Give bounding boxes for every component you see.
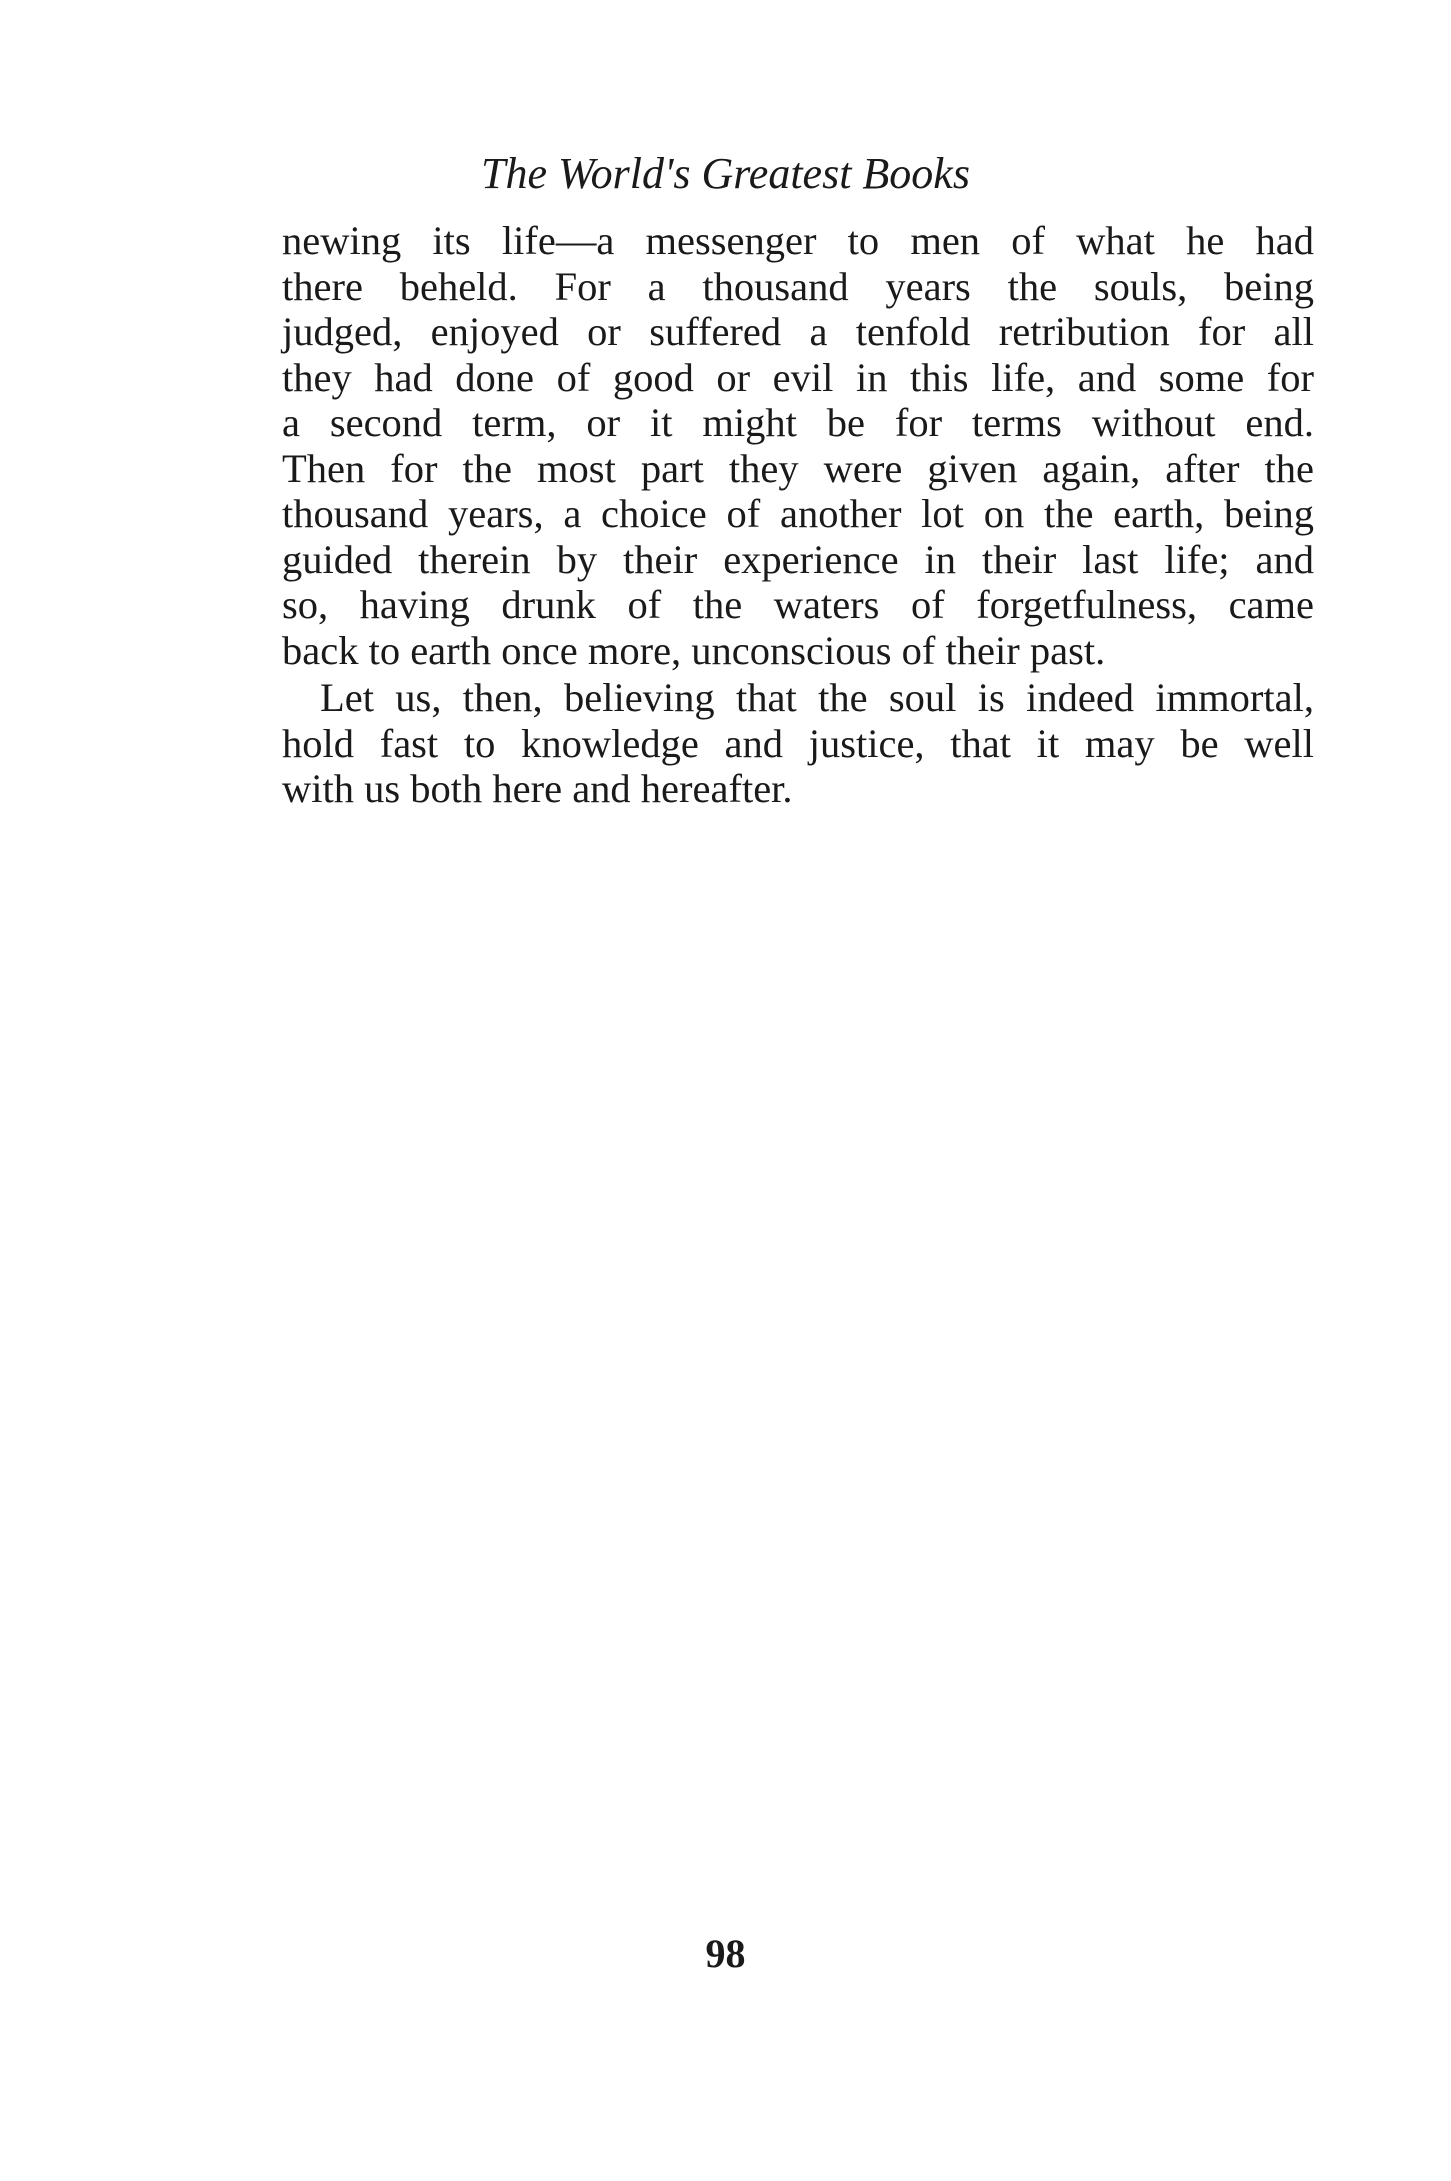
text-line: there beheld. For a thousand years the souls, being [282, 263, 1314, 309]
text-line: back to earth once more, unconscious of their past. [282, 627, 1106, 673]
text-line: with us both here and hereafter. [282, 766, 793, 811]
text-line: hold fast to knowledge and justice, that it may be well [282, 720, 1314, 766]
text-line: Then for the most part they were given again, after the [282, 445, 1314, 491]
text-line: guided therein by their experience in their last life; and [282, 536, 1314, 582]
text-line: thousand years, a choice of another lot on the earth, being [282, 491, 1314, 536]
page-number: 98 [705, 1931, 746, 1976]
paragraph-1 [282, 218, 1314, 673]
text-line: a second term, or it might be for terms without end. [282, 400, 1314, 445]
text-line: they had done of good or evil in this life, and some for [282, 354, 1314, 400]
text-line: newing its life—a messenger to men of what he had [282, 218, 1314, 263]
running-head: The World's Greatest Books [481, 149, 970, 198]
text-line: so, having drunk of the waters of forgetfulness, came [282, 582, 1314, 627]
paragraph-2 [282, 675, 1314, 812]
text-line: judged, enjoyed or suffered a tenfold retribution for all [282, 309, 1314, 354]
text-line: Let us, then, believing that the soul is indeed immortal, [320, 675, 1314, 720]
body-text [282, 218, 1314, 812]
